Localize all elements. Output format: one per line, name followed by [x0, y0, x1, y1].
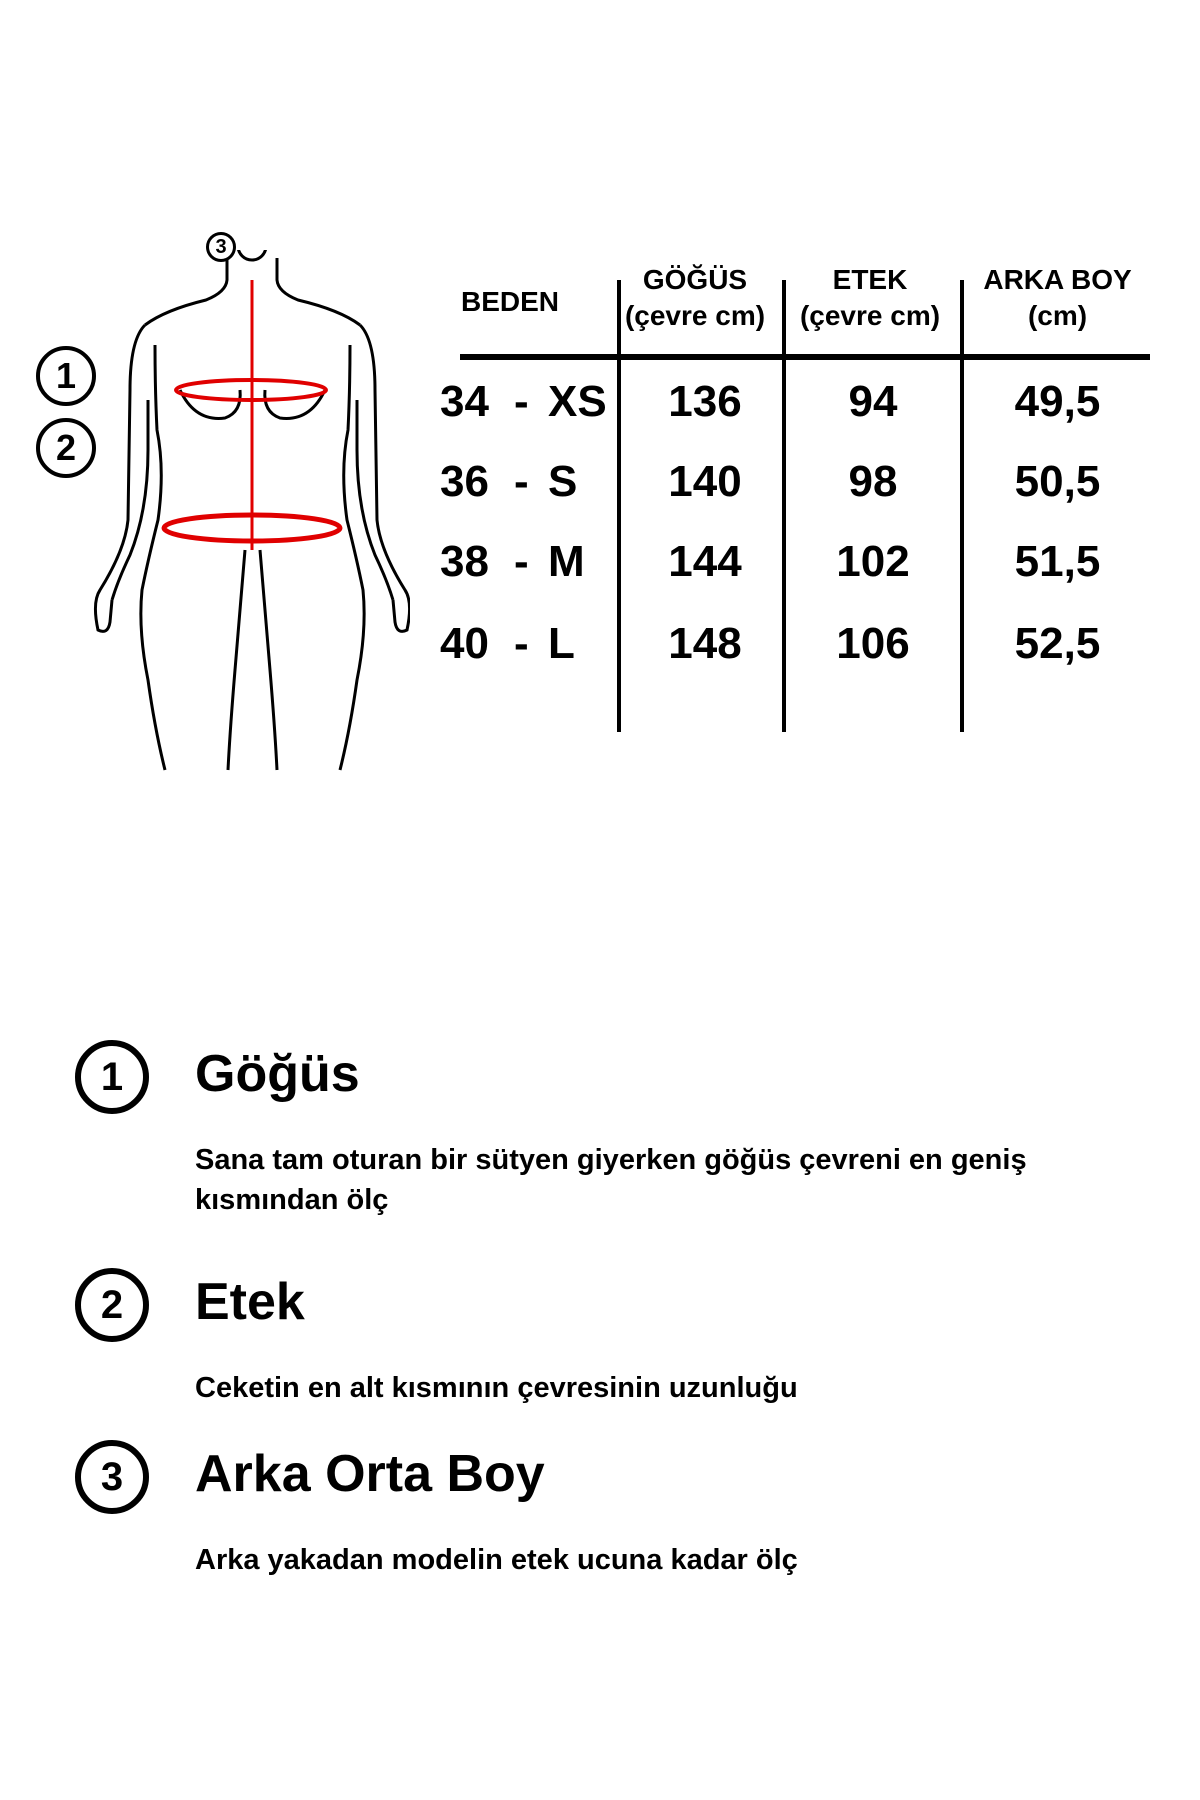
marker-2-label: 2	[55, 427, 77, 468]
legend-number-badge: 1	[75, 1040, 149, 1114]
header-size: BEDEN	[460, 286, 559, 317]
legend-description: Ceketin en alt kısmının çevresinin uzunluğu	[195, 1372, 798, 1404]
header-divider	[460, 354, 1150, 360]
legend-item-chest	[75, 1040, 1175, 1220]
size-table	[430, 262, 1150, 732]
body-measurement-figure	[30, 235, 410, 810]
legend-item-back-length	[75, 1440, 1175, 1580]
table-row: 38 - M 144 102 51,5	[440, 537, 1101, 586]
header-hem: ETEK (çevre cm)	[799, 264, 941, 331]
legend-number-badge: 3	[75, 1440, 149, 1514]
table-row: 40 - L 148 106 52,5	[440, 619, 1101, 668]
marker-3-label: 3	[215, 235, 227, 258]
legend-item-hem	[75, 1268, 1175, 1408]
header-back-length: ARKA BOY (cm)	[983, 264, 1132, 331]
legend-title: Arka Orta Boy	[195, 1445, 545, 1503]
marker-1-circle	[36, 346, 96, 406]
header-chest: GÖĞÜS (çevre cm)	[624, 264, 766, 331]
marker-3-circle	[206, 232, 236, 262]
table-row: 34 - XS 136 94 49,5	[440, 377, 1101, 426]
marker-2-circle	[36, 418, 96, 478]
table-row: 36 - S 140 98 50,5	[440, 457, 1101, 506]
legend-title: Etek	[195, 1273, 305, 1331]
legend-description: Sana tam oturan bir sütyen giyerken göğüs çevreni en geniş kısmından ölç	[195, 1144, 1027, 1216]
marker-1-label: 1	[55, 355, 77, 396]
legend-description: Arka yakadan modelin etek ucuna kadar ölç	[195, 1544, 798, 1576]
body-outline-illustration	[30, 250, 410, 810]
legend-title: Göğüs	[195, 1045, 360, 1103]
legend-number-badge: 2	[75, 1268, 149, 1342]
marker-3	[238, 250, 266, 260]
